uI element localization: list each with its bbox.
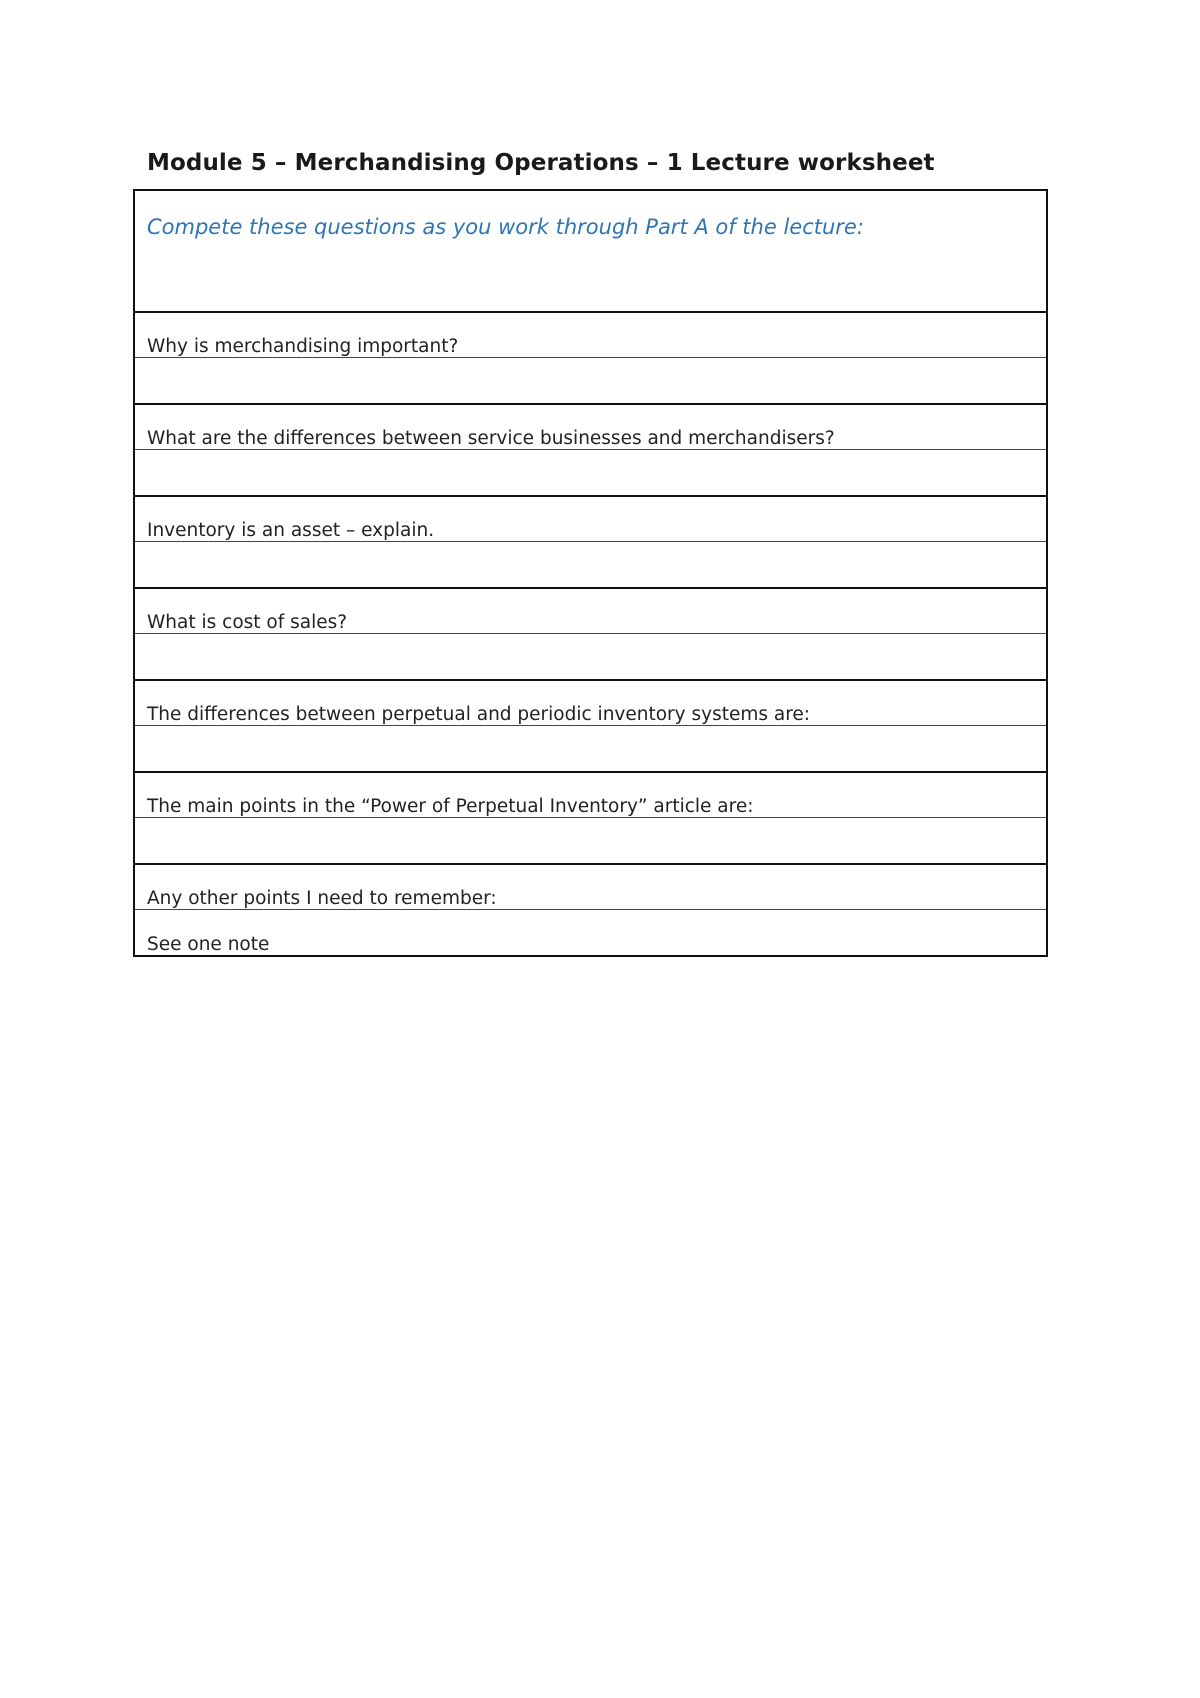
question-text: Why is merchandising important? bbox=[147, 336, 459, 357]
question-cell bbox=[134, 312, 1047, 358]
question-cell bbox=[134, 404, 1047, 450]
answer-row[interactable] bbox=[134, 542, 1047, 589]
answer-cell[interactable] bbox=[134, 634, 1047, 681]
question-row bbox=[134, 864, 1047, 910]
question-text: Inventory is an asset – explain. bbox=[147, 520, 435, 541]
question-text: What are the differences between service businesses and merchandisers? bbox=[147, 428, 835, 449]
question-row bbox=[134, 680, 1047, 726]
answer-text: See one note bbox=[147, 934, 270, 955]
question-cell bbox=[134, 864, 1047, 910]
instruction-row bbox=[134, 190, 1047, 312]
answer-row[interactable] bbox=[134, 450, 1047, 497]
answer-row[interactable] bbox=[134, 634, 1047, 681]
question-cell bbox=[134, 680, 1047, 726]
question-text: The differences between perpetual and periodic inventory systems are: bbox=[147, 704, 811, 725]
answer-row[interactable] bbox=[134, 818, 1047, 865]
question-cell bbox=[134, 496, 1047, 542]
question-row bbox=[134, 404, 1047, 450]
question-row bbox=[134, 772, 1047, 818]
instruction-text: Compete these questions as you work through Part A of the lecture: bbox=[147, 215, 864, 239]
worksheet-table bbox=[133, 189, 1048, 957]
instruction-cell bbox=[134, 190, 1047, 312]
question-row bbox=[134, 312, 1047, 358]
answer-cell[interactable] bbox=[134, 450, 1047, 497]
question-row bbox=[134, 588, 1047, 634]
answer-row[interactable] bbox=[134, 358, 1047, 405]
answer-row[interactable] bbox=[134, 726, 1047, 773]
question-row bbox=[134, 496, 1047, 542]
answer-cell[interactable] bbox=[134, 818, 1047, 865]
question-cell bbox=[134, 772, 1047, 818]
answer-cell[interactable] bbox=[134, 910, 1047, 957]
answer-cell[interactable] bbox=[134, 542, 1047, 589]
answer-row[interactable] bbox=[134, 910, 1047, 957]
question-text: What is cost of sales? bbox=[147, 612, 348, 633]
answer-cell[interactable] bbox=[134, 358, 1047, 405]
page-title: Module 5 – Merchandising Operations – 1 Lecture worksheet bbox=[147, 150, 935, 176]
question-cell bbox=[134, 588, 1047, 634]
answer-cell[interactable] bbox=[134, 726, 1047, 773]
question-text: The main points in the “Power of Perpetual Inventory” article are: bbox=[147, 796, 754, 817]
question-text: Any other points I need to remember: bbox=[147, 888, 497, 909]
